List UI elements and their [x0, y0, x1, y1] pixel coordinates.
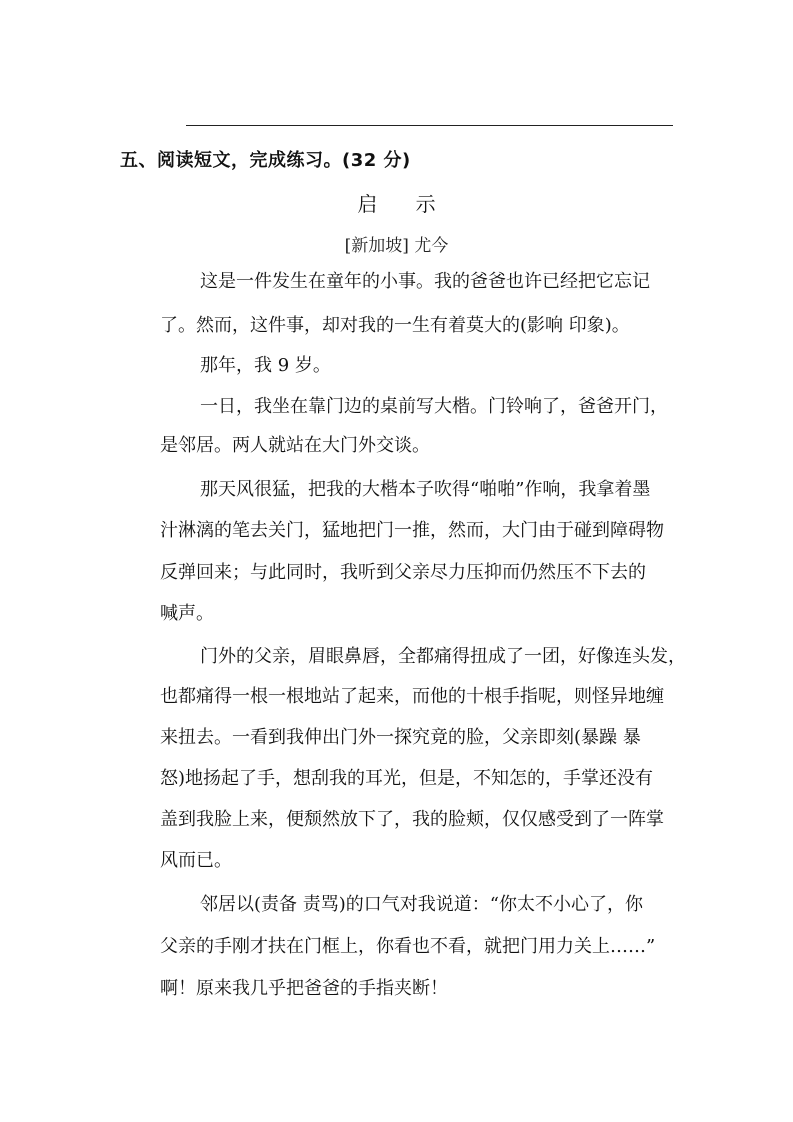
text-line-5: 是邻居。两人就站在大门外交谈。	[160, 435, 430, 456]
answer-blank-line	[186, 125, 673, 126]
text-line-17: 父亲的手刚才扶在门框上，你看也不看，就把门用力关上……”	[160, 936, 656, 957]
text-line-15: 风而已。	[160, 850, 232, 871]
text-line-18: 啊！原来我几乎把爸爸的手指夹断！	[160, 978, 448, 999]
passage-title: 启 示	[357, 192, 452, 216]
text-line-9: 喊声。	[160, 603, 214, 624]
text-line-2: 了。然而，这件事，却对我的一生有着莫大的(影响 印象)。	[160, 315, 630, 336]
text-line-1: 这是一件发生在童年的小事。我的爸爸也许已经把它忘记	[200, 271, 650, 292]
text-line-14: 盖到我脸上来，便颓然放下了，我的脸颊，仅仅感受到了一阵掌	[160, 809, 664, 830]
passage-author: [新加坡] 尤今	[344, 236, 449, 256]
section-heading: 五、阅读短文，完成练习。(32 分)	[120, 150, 411, 171]
text-line-10: 门外的父亲，眉眼鼻唇，全都痛得扭成了一团，好像连头发，	[200, 646, 686, 667]
text-line-8: 反弹回来；与此同时，我听到父亲尽力压抑而仍然压不下去的	[160, 562, 646, 583]
text-line-7: 汁淋漓的笔去关门，猛地把门一推，然而，大门由于碰到障碍物	[160, 520, 664, 541]
text-line-16: 邻居以(责备 责骂)的口气对我说道：“你太不小心了，你	[200, 894, 643, 915]
text-line-3: 那年，我 9 岁。	[200, 355, 331, 376]
text-line-11: 也都痛得一根一根地站了起来，而他的十根手指呢，则怪异地缠	[160, 686, 664, 707]
text-line-13: 怒)地扬起了手，想刮我的耳光，但是，不知怎的，手掌还没有	[160, 768, 654, 789]
text-line-12: 来扭去。一看到我伸出门外一探究竟的脸，父亲即刻(暴躁 暴	[160, 727, 641, 748]
text-line-4: 一日，我坐在靠门边的桌前写大楷。门铃响了，爸爸开门，	[200, 396, 668, 417]
text-line-6: 那天风很猛，把我的大楷本子吹得“啪啪”作响，我拿着墨	[200, 479, 651, 500]
